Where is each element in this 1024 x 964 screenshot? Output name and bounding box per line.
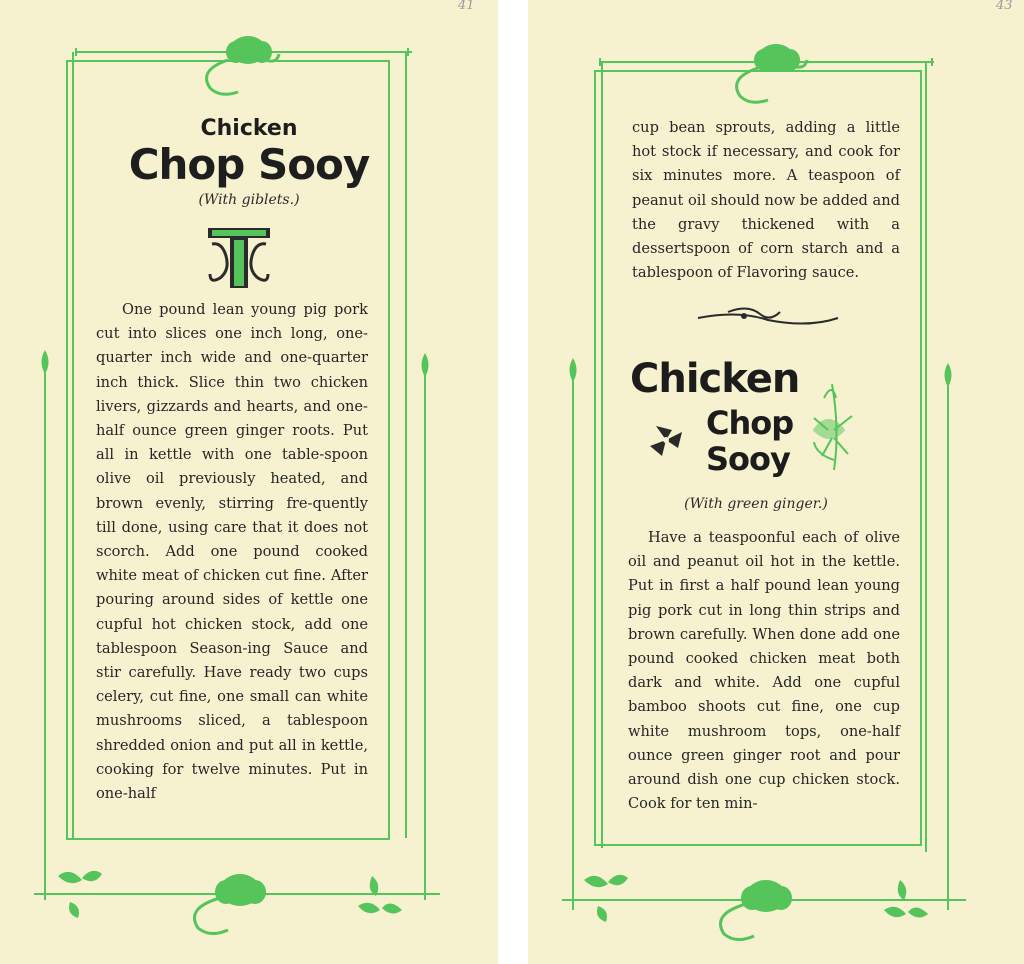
drop-cap-ornament-icon [208,226,270,290]
title-line2: Chop [706,404,794,442]
page-number: 41 [458,0,475,13]
recipe-body: Have a teaspoonful each of olive oil and peanut oil hot in the kettle. Put in first a half pound lean young pig pork cut in long thin strips and brown carefully. When done add one pound cooked chicken meat both dark and white. Add one cupful bamboo shoots cut fine, one cup white mushroom tops, one-half ounce green ginger root and pour around dish one cup chicken stock. Cook for ten min- [628,529,900,813]
subtitle: (With green ginger.) [684,496,828,512]
subtitle: (With giblets.) [198,192,300,208]
bottom-flower-icon [194,874,266,934]
bottom-flower-icon [720,880,792,940]
right-page [528,0,1024,964]
title-line3: Sooy [706,440,790,478]
continued-text: cup bean sprouts, adding a little hot stock if necessary, and cook for six minutes more. A teaspoon of peanut oil should now be added and the gravy thickened with a dessertspoon of corn starch and a tablespoon of Flavoring sauce. [632,119,900,282]
recipe-body: One pound lean young pig pork cut into slices one inch long, one-quarter inch wide and one-quarter inch thick. Slice thin two chicken livers, gizzards and hearts, and one-half ounce green ginger roots. Put all in kettle with one table-spoon olive oil previously heated, and brown evenly, stirring fre-quently till done, using care that it does not scorch. Add one pound cooked white meat of chicken cut fine. After pouring around sides of kettle one cupful hot chicken stock, add one tablespoon Season-ing Sauce and stir carefully. Have ready two cups celery, cut fine, one small can white mushrooms sliced, a tablespoon shredded onion and put all in kettle, cooking for twelve minutes. Put in one-half [96,301,368,803]
left-page [0,0,498,964]
title-line2: Chop Sooy [128,140,370,189]
page-number: 43 [996,0,1013,13]
title-line1: Chicken [630,356,800,402]
title-line1: Chicken [200,116,298,141]
